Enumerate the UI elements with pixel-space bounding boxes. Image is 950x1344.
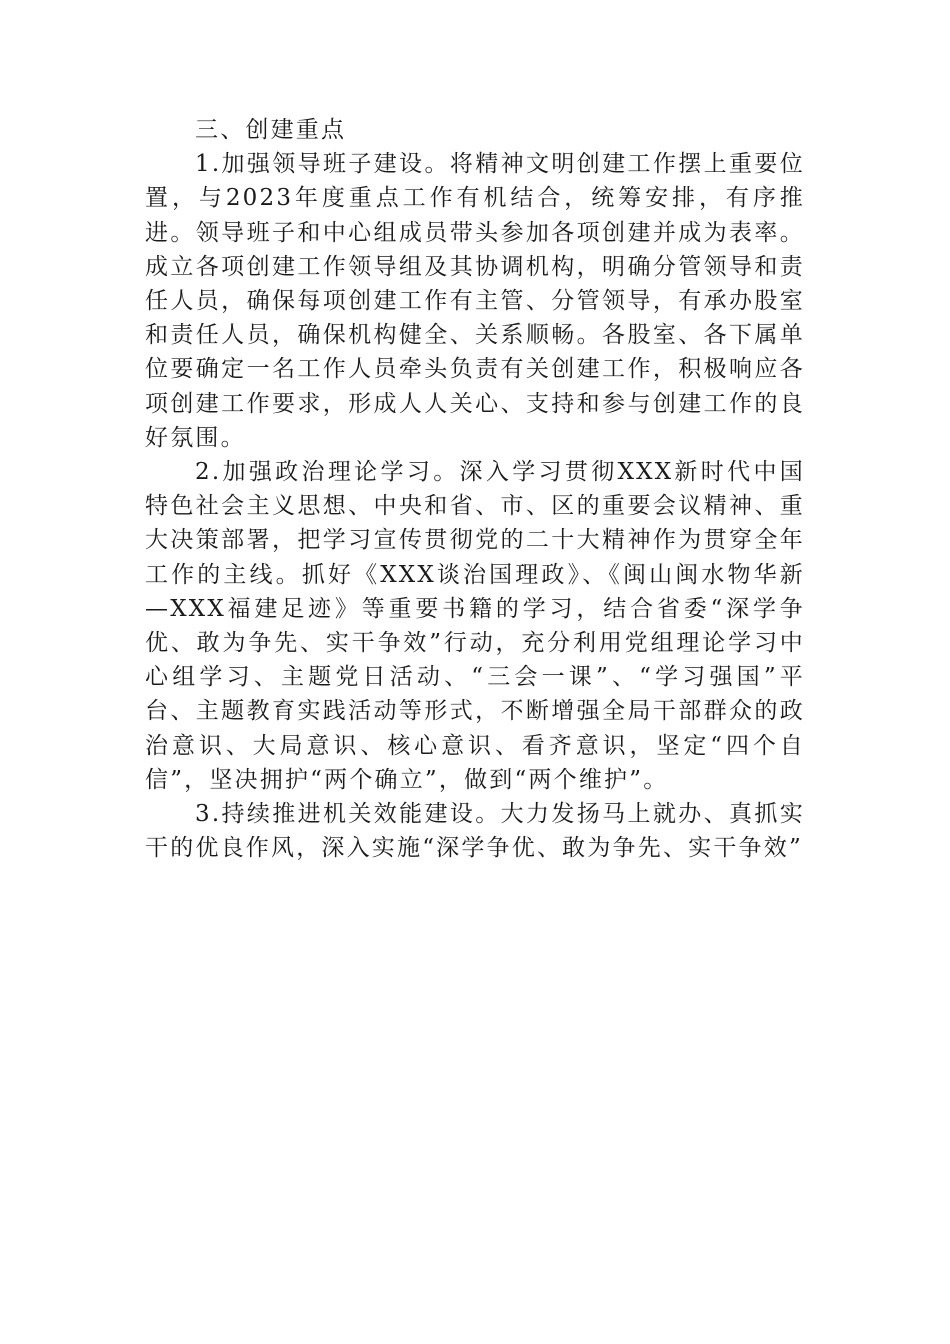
section-heading: 三、创建重点 [195, 117, 347, 143]
document-body [145, 113, 805, 865]
paragraph-leadership: 1.加强领导班子建设。将精神文明创建工作摆上重要位置，与2023年度重点工作有机结合，统筹安排，有序推进。领导班子和中心组成员带头参加各项创建并成为表率。成立各项创建工作领导组及其协调机构，明确分管领导和责任人员，确保每项创建工作有主管、分管领导，有承办股室和责任人员，确保机构健全、关系顺畅。各股室、各下属单位要确定一名工作人员牵头负责有关创建工作，积极响应各项创建工作要求，形成人人关心、支持和参与创建工作的良好氛围。 [145, 151, 805, 451]
paragraph-political-study: 2.加强政治理论学习。深入学习贯彻XXX新时代中国特色社会主义思想、中央和省、市、区的重要会议精神、重大决策部署，把学习宣传贯彻党的二十大精神作为贯穿全年工作的主线。抓好《XXX谈治国理政》、《闽山闽水物华新—XXX福建足迹》等重要书籍的学习，结合省委“深学争优、敢为争先、实干争效”行动，充分利用党组理论学习中心组学习、主题党日活动、“三会一课”、“学习强国”平台、主题教育实践活动等形式，不断增强全局干部群众的政治意识、大局意识、核心意识、看齐意识，坚定“四个自信”，坚决拥护“两个确立”，做到“两个维护”。 [145, 459, 805, 793]
paragraph-efficiency: 3.持续推进机关效能建设。大力发扬马上就办、真抓实干的优良作风，深入实施“深学争优、敢为争先、实干争效” [145, 801, 805, 862]
